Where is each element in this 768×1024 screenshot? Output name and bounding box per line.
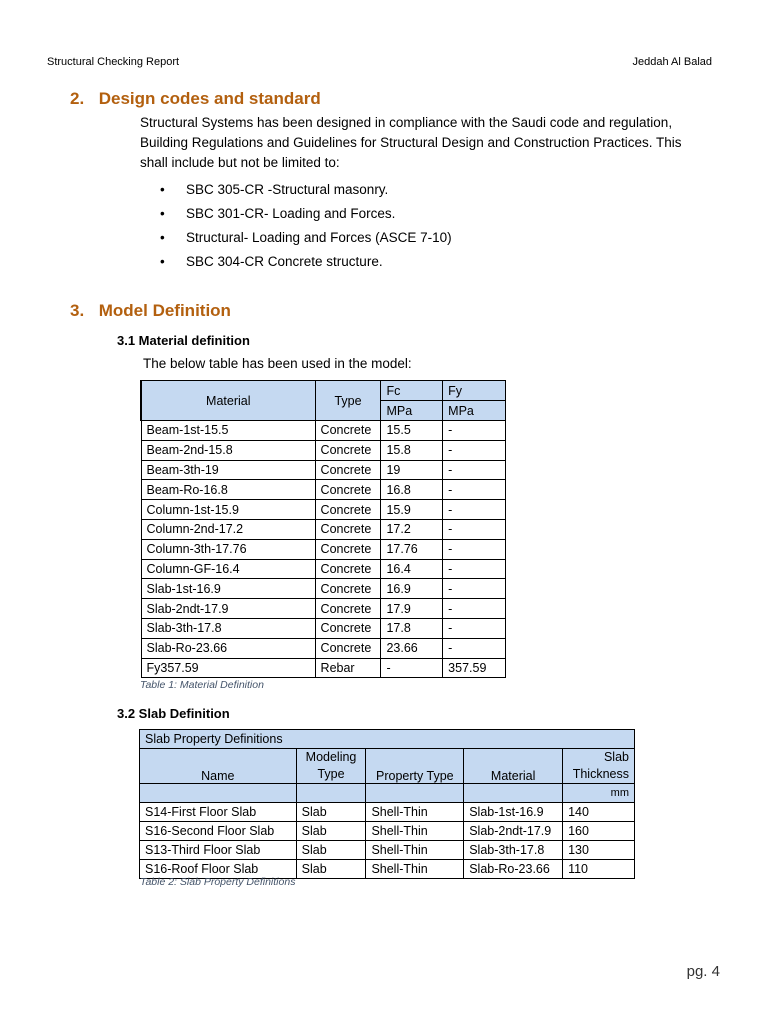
- table-cell: 160: [563, 822, 635, 841]
- table-row: [141, 421, 506, 441]
- paragraph-line: shall include but not be limited to:: [140, 155, 340, 170]
- section-3-number: 3.: [70, 301, 85, 320]
- list-item-text: Structural- Loading and Forces (ASCE 7-10): [186, 230, 452, 245]
- bullet-icon: •: [160, 206, 165, 221]
- table-cell: Concrete: [315, 480, 381, 500]
- subsection-3-1-title: 3.1 Material definition: [117, 333, 250, 348]
- table-cell: 16.8: [381, 480, 443, 500]
- table-cell: 357.59: [443, 658, 506, 678]
- property-type-header: Property Type: [366, 749, 464, 784]
- table-cell: Shell-Thin: [366, 803, 464, 822]
- table-cell: 130: [563, 841, 635, 860]
- table-cell: Column-2nd-17.2: [141, 519, 315, 539]
- table-cell: Slab-1st-16.9: [141, 579, 315, 599]
- table-cell: Concrete: [315, 519, 381, 539]
- table-cell: 17.76: [381, 539, 443, 559]
- table-cell: 15.5: [381, 421, 443, 441]
- list-item: [160, 250, 452, 274]
- table-cell: Slab-3th-17.8: [464, 841, 563, 860]
- table-cell: -: [443, 539, 506, 559]
- table-cell: Concrete: [315, 440, 381, 460]
- table-row: [141, 599, 506, 619]
- table-cell: S13-Third Floor Slab: [140, 841, 297, 860]
- table-cell: -: [443, 618, 506, 638]
- material-table-body: [141, 421, 506, 678]
- name-header: Name: [140, 749, 297, 784]
- table-row: [141, 460, 506, 480]
- table-cell: 15.8: [381, 440, 443, 460]
- header-right: Jeddah Al Balad: [632, 56, 712, 68]
- table-cell: Shell-Thin: [366, 860, 464, 879]
- table-cell: Slab: [296, 803, 366, 822]
- unit-cell-empty: [140, 784, 297, 803]
- table-cell: Slab: [296, 841, 366, 860]
- table-row: [141, 579, 506, 599]
- table-row: [141, 519, 506, 539]
- table-row: [141, 658, 506, 678]
- table-cell: Concrete: [315, 460, 381, 480]
- list-item: [160, 202, 452, 226]
- table-cell: -: [443, 421, 506, 441]
- list-item-text: SBC 301-CR- Loading and Forces.: [186, 206, 396, 221]
- table-cell: -: [443, 638, 506, 658]
- table-row: [141, 480, 506, 500]
- material-col-header: Material: [464, 749, 563, 784]
- fc-unit: MPa: [381, 401, 443, 421]
- table-cell: Beam-Ro-16.8: [141, 480, 315, 500]
- table-cell: 19: [381, 460, 443, 480]
- table-cell: Rebar: [315, 658, 381, 678]
- table-cell: Slab-3th-17.8: [141, 618, 315, 638]
- list-item: [160, 226, 452, 250]
- table-cell: Concrete: [315, 579, 381, 599]
- table-cell: Column-3th-17.76: [141, 539, 315, 559]
- table-cell: Slab-2ndt-17.9: [464, 822, 563, 841]
- fy-unit: MPa: [443, 401, 506, 421]
- table-cell: Slab: [296, 860, 366, 879]
- code-list: [160, 178, 452, 274]
- table-cell: -: [443, 500, 506, 520]
- table-2-caption: Table 2: Slab Property Definitions: [140, 876, 296, 888]
- table-row: [141, 559, 506, 579]
- table-cell: -: [381, 658, 443, 678]
- table-cell: Slab-Ro-23.66: [464, 860, 563, 879]
- table-cell: 16.4: [381, 559, 443, 579]
- section-2-paragraph: [140, 113, 682, 173]
- type-header: Type: [315, 381, 381, 421]
- table-cell: Beam-3th-19: [141, 460, 315, 480]
- material-intro: The below table has been used in the model:: [143, 356, 412, 371]
- table-cell: Beam-1st-15.5: [141, 421, 315, 441]
- table-cell: 17.2: [381, 519, 443, 539]
- thickness-header: [563, 749, 635, 784]
- bullet-icon: •: [160, 230, 165, 245]
- table-cell: Fy357.59: [141, 658, 315, 678]
- table-cell: -: [443, 579, 506, 599]
- table-cell: Slab-Ro-23.66: [141, 638, 315, 658]
- modeling-type-header: [296, 749, 366, 784]
- table-cell: Concrete: [315, 638, 381, 658]
- unit-cell-empty: [366, 784, 464, 803]
- table-cell: Shell-Thin: [366, 822, 464, 841]
- table-cell: Shell-Thin: [366, 841, 464, 860]
- modeling-type-header-line1: Modeling: [305, 750, 357, 764]
- table-cell: Concrete: [315, 618, 381, 638]
- slab-table-body: [140, 803, 635, 879]
- table-cell: S16-Second Floor Slab: [140, 822, 297, 841]
- table-row: [140, 841, 635, 860]
- table-row: [141, 638, 506, 658]
- bullet-icon: •: [160, 182, 165, 197]
- thickness-header-line1: Slab: [603, 750, 629, 764]
- table-cell: S14-First Floor Slab: [140, 803, 297, 822]
- table-row: [141, 500, 506, 520]
- modeling-type-header-line2: Type: [317, 767, 345, 781]
- table-cell: Concrete: [315, 500, 381, 520]
- table-cell: Concrete: [315, 559, 381, 579]
- bullet-icon: •: [160, 254, 165, 269]
- table-cell: -: [443, 460, 506, 480]
- page-number: pg. 4: [686, 963, 720, 980]
- slab-table: [139, 729, 635, 879]
- table-cell: 16.9: [381, 579, 443, 599]
- fy-header: Fy: [443, 381, 506, 401]
- table-row: [140, 803, 635, 822]
- section-2-number: 2.: [70, 89, 85, 108]
- thickness-header-line2: Thickness: [572, 767, 629, 781]
- table-cell: Slab-2ndt-17.9: [141, 599, 315, 619]
- table-cell: 140: [563, 803, 635, 822]
- list-item-text: SBC 305-CR -Structural masonry.: [186, 182, 389, 197]
- list-item: [160, 178, 452, 202]
- list-item-text: SBC 304-CR Concrete structure.: [186, 254, 383, 269]
- table-cell: 23.66: [381, 638, 443, 658]
- table-cell: -: [443, 559, 506, 579]
- section-2-heading: [70, 89, 321, 109]
- table-cell: Concrete: [315, 539, 381, 559]
- table-cell: Slab-1st-16.9: [464, 803, 563, 822]
- table-cell: -: [443, 599, 506, 619]
- table-cell: 110: [563, 860, 635, 879]
- unit-cell-empty: [296, 784, 366, 803]
- paragraph-line: Structural Systems has been designed in compliance with the Saudi code and regulation,: [140, 115, 673, 130]
- table-cell: S16-Roof Floor Slab: [140, 860, 297, 879]
- section-3-heading: [70, 301, 231, 321]
- table-row: [141, 440, 506, 460]
- table-cell: Concrete: [315, 421, 381, 441]
- unit-cell-empty: [464, 784, 563, 803]
- table-row: [140, 822, 635, 841]
- table-cell: -: [443, 480, 506, 500]
- table-cell: Column-GF-16.4: [141, 559, 315, 579]
- table-cell: 17.8: [381, 618, 443, 638]
- section-2-title: Design codes and standard: [98, 89, 321, 108]
- subsection-3-2-title: 3.2 Slab Definition: [117, 706, 230, 721]
- table-cell: Concrete: [315, 599, 381, 619]
- header-left: Structural Checking Report: [47, 56, 180, 68]
- table-row: [141, 618, 506, 638]
- material-header: Material: [141, 381, 315, 421]
- table-cell: 15.9: [381, 500, 443, 520]
- thickness-unit: mm: [563, 784, 635, 803]
- section-3-title: Model Definition: [98, 301, 231, 320]
- table-cell: 17.9: [381, 599, 443, 619]
- material-table: [140, 380, 506, 678]
- slab-table-title: Slab Property Definitions: [140, 730, 635, 749]
- table-cell: Beam-2nd-15.8: [141, 440, 315, 460]
- paragraph-line: Building Regulations and Guidelines for Structural Design and Construction Practices. This: [140, 135, 682, 150]
- table-cell: Slab: [296, 822, 366, 841]
- table-cell: -: [443, 519, 506, 539]
- table-1-caption: Table 1: Material Definition: [140, 679, 264, 691]
- table-cell: Column-1st-15.9: [141, 500, 315, 520]
- table-cell: -: [443, 440, 506, 460]
- table-row: [141, 539, 506, 559]
- fc-header: Fc: [381, 381, 443, 401]
